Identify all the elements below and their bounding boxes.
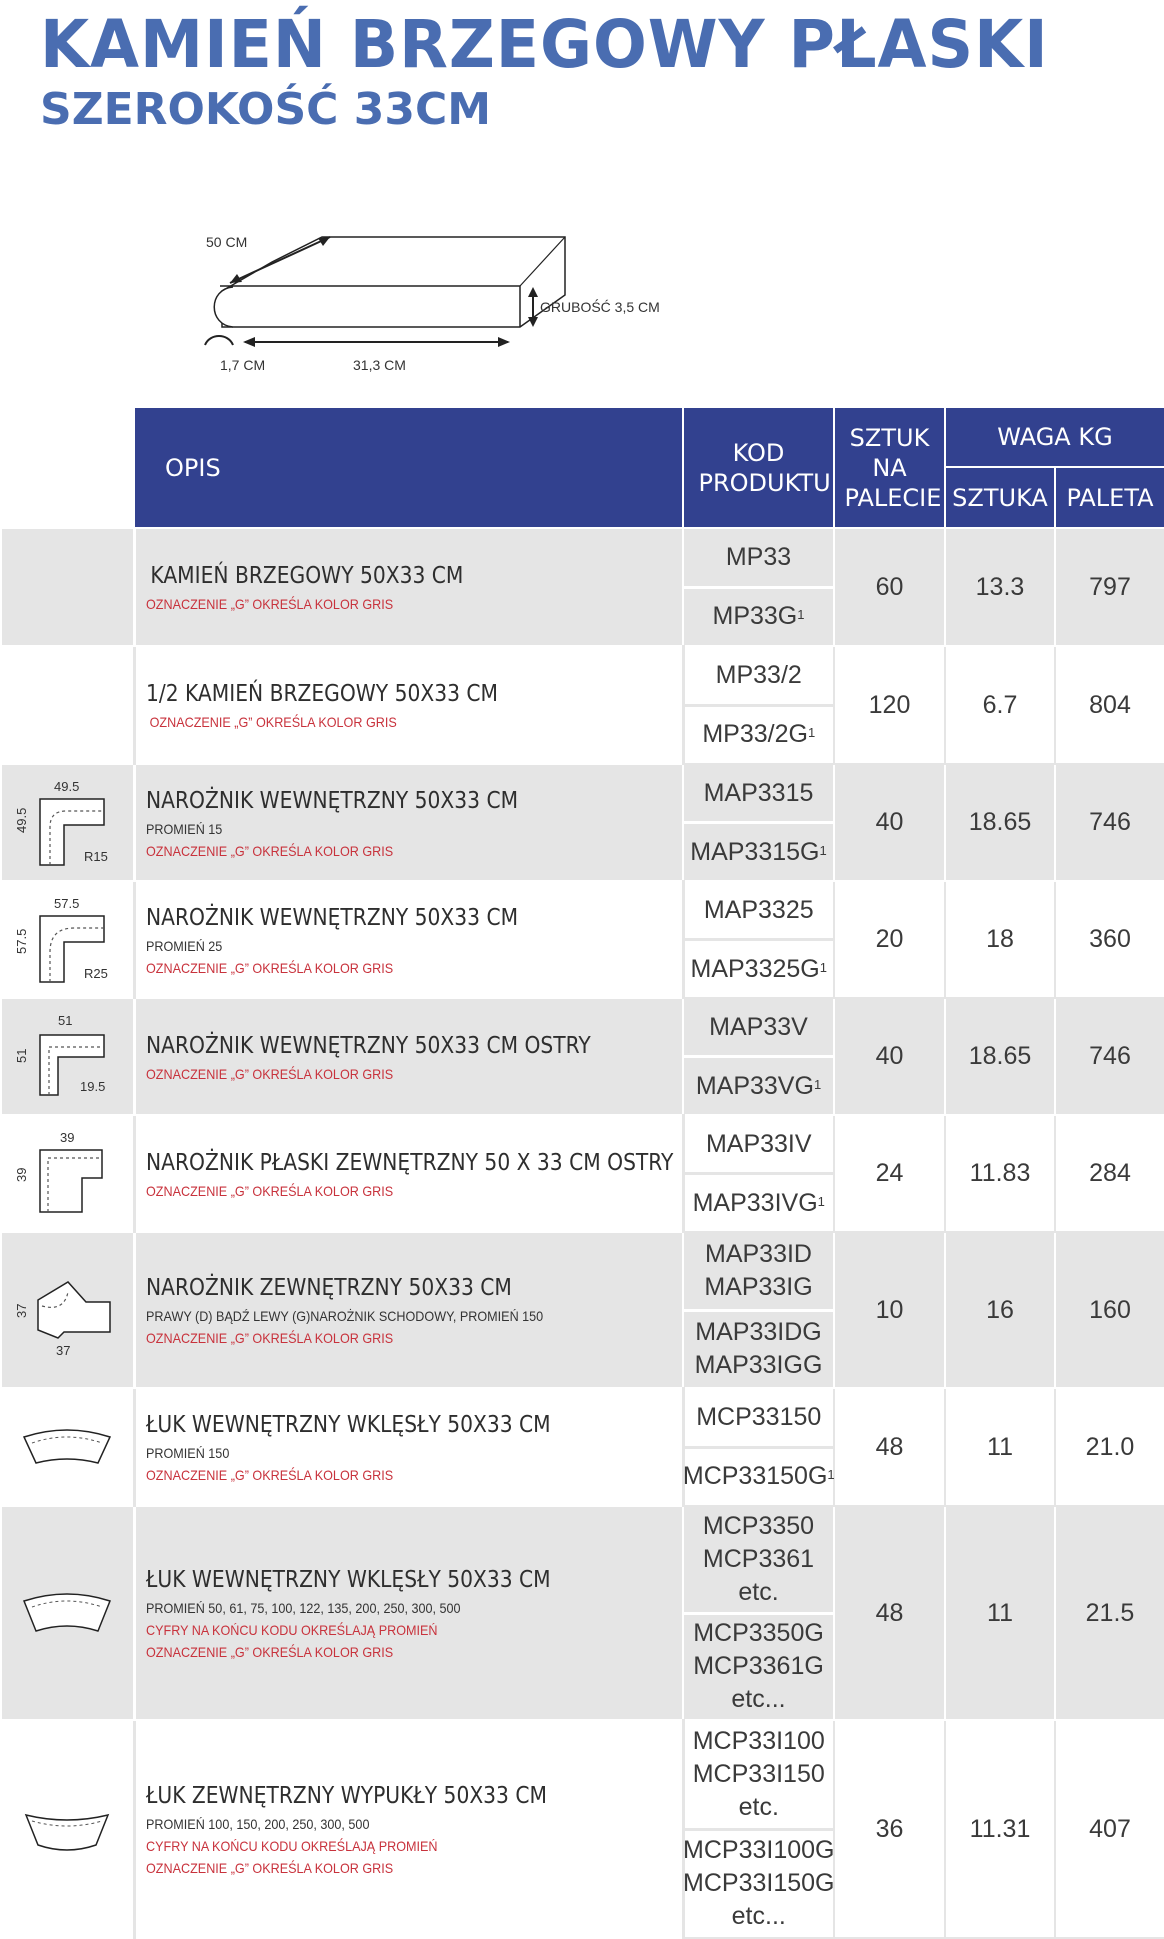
concave-arc-icon xyxy=(12,1407,122,1487)
header-waga: WAGA KG xyxy=(945,407,1164,467)
pieces-per-pallet: 24 xyxy=(834,1115,945,1232)
inner-corner-sharp-icon xyxy=(12,1007,122,1107)
weight-pallet: 407 xyxy=(1055,1720,1164,1938)
outer-corner-sharp-icon xyxy=(12,1124,122,1224)
product-title: 1/2 KAMIEŃ BRZEGOWY 50X33 CM xyxy=(145,681,498,707)
page-title: KAMIEŃ BRZEGOWY PŁASKI xyxy=(40,6,1049,83)
row-codes xyxy=(683,528,834,646)
row-codes xyxy=(683,1506,834,1720)
product-code-gris: MP33G $^1$ xyxy=(712,602,805,631)
pieces-per-pallet: 10 xyxy=(834,1232,945,1388)
table-row xyxy=(1,881,1164,998)
length-label: 50 CM xyxy=(206,234,248,250)
row-icon-cell xyxy=(1,881,134,998)
product-note: OZNACZENIE „G” OKREŚLA KOLOR GRIS xyxy=(145,596,393,612)
weight-pallet: 746 xyxy=(1055,998,1164,1115)
weight-piece: 11.31 xyxy=(945,1720,1055,1938)
pieces-per-pallet: 60 xyxy=(834,528,945,646)
svg-text:39: 39 xyxy=(60,1129,75,1145)
product-code: MAP33IV xyxy=(685,1116,834,1175)
pieces-per-pallet: 120 xyxy=(834,646,945,764)
product-code-gris: MAP33IDG MAP33IGG xyxy=(694,1318,823,1380)
inner-corner-r15-icon xyxy=(12,773,122,873)
header-sztuk: SZTUK NA PALECIE xyxy=(834,407,945,528)
product-note: OZNACZENIE „G” OKREŚLA KOLOR GRIS xyxy=(145,959,393,976)
product-code-gris: MAP3325G $^1$ xyxy=(690,954,827,983)
product-note: CYFRY NA KOŃCU KODU OKREŚLAJĄ PROMIEŃ xyxy=(145,1622,438,1638)
product-table xyxy=(0,406,1164,1939)
product-note: OZNACZENIE „G” OKREŚLA KOLOR GRIS xyxy=(145,1860,393,1876)
row-description xyxy=(134,1388,683,1506)
svg-text:57.5: 57.5 xyxy=(54,895,80,911)
weight-piece: 6.7 xyxy=(945,646,1055,764)
product-title: NAROŻNIK WEWNĘTRZNY 50X33 CM xyxy=(145,787,518,814)
convex-arc-icon xyxy=(12,1789,122,1869)
row-description xyxy=(134,1720,683,1938)
row-description xyxy=(134,764,683,881)
weight-piece: 18 xyxy=(945,881,1055,998)
product-code-gris: MCP33150G $^1$ xyxy=(682,1462,835,1491)
inner-corner-r25-icon xyxy=(12,890,122,990)
product-title: NAROŻNIK WEWNĘTRZNY 50X33 CM xyxy=(145,904,518,931)
row-description xyxy=(134,1232,683,1388)
weight-pallet: 360 xyxy=(1055,881,1164,998)
row-codes xyxy=(683,1720,834,1938)
product-code: MP33/2 xyxy=(685,647,834,707)
table-row xyxy=(1,1388,1164,1506)
product-subtitle: PROMIEŃ 25 xyxy=(145,937,222,954)
pieces-per-pallet: 40 xyxy=(834,764,945,881)
product-note: OZNACZENIE „G” OKREŚLA KOLOR GRIS xyxy=(145,1182,393,1199)
curb-dimension-diagram xyxy=(190,225,710,385)
product-note: OZNACZENIE „G” OKREŚLA KOLOR GRIS xyxy=(145,1467,393,1483)
row-codes xyxy=(683,1388,834,1506)
row-codes xyxy=(683,646,834,764)
product-title: NAROŻNIK WEWNĘTRZNY 50X33 CM OSTRY xyxy=(145,1032,591,1059)
product-code-gris: MAP33IVG $^1$ xyxy=(692,1188,825,1217)
svg-text:51: 51 xyxy=(58,1012,73,1028)
weight-piece: 18.65 xyxy=(945,998,1055,1115)
radius-label: 1,7 CM xyxy=(220,357,266,373)
pieces-per-pallet: 20 xyxy=(834,881,945,998)
product-note: OZNACZENIE „G” OKREŚLA KOLOR GRIS xyxy=(145,1065,393,1082)
row-icon-cell xyxy=(1,998,134,1115)
product-title: KAMIEŃ BRZEGOWY 50X33 CM xyxy=(149,563,463,589)
svg-text:37: 37 xyxy=(56,1343,71,1358)
pieces-per-pallet: 36 xyxy=(834,1720,945,1938)
product-code-gris: MP33/2G $^1$ xyxy=(702,720,816,749)
table-row xyxy=(1,764,1164,881)
concave-arc-icon xyxy=(12,1573,122,1653)
row-codes xyxy=(683,1232,834,1388)
product-title: NAROŻNIK ZEWNĘTRZNY 50X33 CM xyxy=(145,1275,512,1301)
table-row xyxy=(1,528,1164,646)
width-label: 31,3 CM xyxy=(353,357,406,373)
pieces-per-pallet: 40 xyxy=(834,998,945,1115)
weight-pallet: 804 xyxy=(1055,646,1164,764)
product-code: MAP33ID MAP33IG xyxy=(684,1233,833,1312)
weight-pallet: 797 xyxy=(1055,528,1164,646)
product-subtitle: PROMIEŃ 15 xyxy=(145,820,222,837)
product-code: MP33 xyxy=(684,529,833,589)
svg-text:R25: R25 xyxy=(84,965,109,981)
product-code-gris: MCP33I100G MCP33I150G etc... xyxy=(683,1836,835,1931)
product-code: MCP33150 xyxy=(685,1389,834,1449)
row-icon-cell xyxy=(1,1720,134,1938)
row-icon-cell xyxy=(1,1506,134,1720)
svg-text:49.5: 49.5 xyxy=(14,807,30,833)
row-icon-cell xyxy=(1,1115,134,1232)
weight-pallet: 284 xyxy=(1055,1115,1164,1232)
product-code-gris: MCP3350G MCP3361G etc... xyxy=(693,1619,824,1714)
product-code: MAP3315 xyxy=(684,765,833,824)
weight-pallet: 160 xyxy=(1055,1232,1164,1388)
svg-text:39: 39 xyxy=(14,1167,30,1182)
row-icon-cell xyxy=(1,528,134,646)
svg-text:57.5: 57.5 xyxy=(14,928,30,954)
header-opis: OPIS xyxy=(134,407,683,528)
row-description xyxy=(134,881,683,998)
pieces-per-pallet: 48 xyxy=(834,1388,945,1506)
weight-piece: 11 xyxy=(945,1388,1055,1506)
weight-pallet: 746 xyxy=(1055,764,1164,881)
product-subtitle: PROMIEŃ 150 xyxy=(145,1445,229,1461)
row-description xyxy=(134,646,683,764)
product-code: MCP3350 MCP3361 etc. xyxy=(684,1507,833,1615)
row-description xyxy=(134,998,683,1115)
product-title: ŁUK ZEWNĘTRZNY WYPUKŁY 50X33 CM xyxy=(145,1783,547,1809)
table-row xyxy=(1,998,1164,1115)
weight-piece: 11.83 xyxy=(945,1115,1055,1232)
stair-outer-corner-icon xyxy=(12,1260,122,1360)
svg-text:51: 51 xyxy=(14,1048,30,1063)
row-codes xyxy=(683,881,834,998)
row-icon-cell xyxy=(1,646,134,764)
thickness-label: GRUBOŚĆ 3,5 CM xyxy=(540,299,660,315)
table-row xyxy=(1,1232,1164,1388)
header-paleta: PALETA xyxy=(1055,467,1164,528)
row-description xyxy=(134,528,683,646)
svg-text:19.5: 19.5 xyxy=(80,1078,106,1094)
row-icon-cell xyxy=(1,1232,134,1388)
weight-piece: 18.65 xyxy=(945,764,1055,881)
weight-pallet: 21.0 xyxy=(1055,1388,1164,1506)
svg-text:37: 37 xyxy=(14,1303,30,1318)
product-title: ŁUK WEWNĘTRZNY WKLĘSŁY 50X33 CM xyxy=(145,1567,551,1593)
product-subtitle: PRAWY (D) BĄDŹ LEWY (G)NAROŻNIK SCHODOWY, PROMIEŃ 150 xyxy=(145,1308,543,1324)
product-note: OZNACZENIE „G” OKREŚLA KOLOR GRIS xyxy=(145,842,393,859)
product-subtitle: PROMIEŃ 50, 61, 75, 100, 122, 135, 200, 250, 300, 500 xyxy=(145,1600,461,1616)
row-codes xyxy=(683,764,834,881)
pieces-per-pallet: 48 xyxy=(834,1506,945,1720)
row-description xyxy=(134,1506,683,1720)
header-kod: KOD PRODUKTU xyxy=(683,407,834,528)
weight-piece: 16 xyxy=(945,1232,1055,1388)
product-code: MAP3325 xyxy=(685,882,834,941)
header-blank xyxy=(1,407,134,528)
product-code: MAP33V xyxy=(684,999,833,1058)
table-row xyxy=(1,646,1164,764)
weight-piece: 13.3 xyxy=(945,528,1055,646)
table-row xyxy=(1,1720,1164,1938)
row-description xyxy=(134,1115,683,1232)
row-icon-cell xyxy=(1,1388,134,1506)
product-title: ŁUK WEWNĘTRZNY WKLĘSŁY 50X33 CM xyxy=(145,1412,551,1438)
table-row xyxy=(1,1506,1164,1720)
product-note: OZNACZENIE „G” OKREŚLA KOLOR GRIS xyxy=(145,1330,393,1346)
svg-text:R15: R15 xyxy=(84,848,109,864)
header-sztuka: SZTUKA xyxy=(945,467,1055,528)
product-note: CYFRY NA KOŃCU KODU OKREŚLAJĄ PROMIEŃ xyxy=(145,1838,438,1854)
product-title: NAROŻNIK PŁASKI ZEWNĘTRZNY 50 X 33 CM OSTRY xyxy=(145,1149,673,1176)
row-codes xyxy=(683,998,834,1115)
product-note: OZNACZENIE „G” OKREŚLA KOLOR GRIS xyxy=(145,1644,393,1660)
row-codes xyxy=(683,1115,834,1232)
svg-text:49.5: 49.5 xyxy=(54,778,80,794)
product-code: MCP33I100 MCP33I150 etc. xyxy=(685,1721,834,1831)
product-note: OZNACZENIE „G” OKREŚLA KOLOR GRIS xyxy=(149,714,397,730)
product-subtitle: PROMIEŃ 100, 150, 200, 250, 300, 500 xyxy=(145,1816,369,1832)
product-code-gris: MAP3315G $^1$ xyxy=(690,837,827,866)
page-subtitle: SZEROKOŚĆ 33CM xyxy=(40,84,492,135)
table-row xyxy=(1,1115,1164,1232)
row-icon-cell xyxy=(1,764,134,881)
product-code-gris: MAP33VG $^1$ xyxy=(695,1071,822,1100)
weight-piece: 11 xyxy=(945,1506,1055,1720)
weight-pallet: 21.5 xyxy=(1055,1506,1164,1720)
